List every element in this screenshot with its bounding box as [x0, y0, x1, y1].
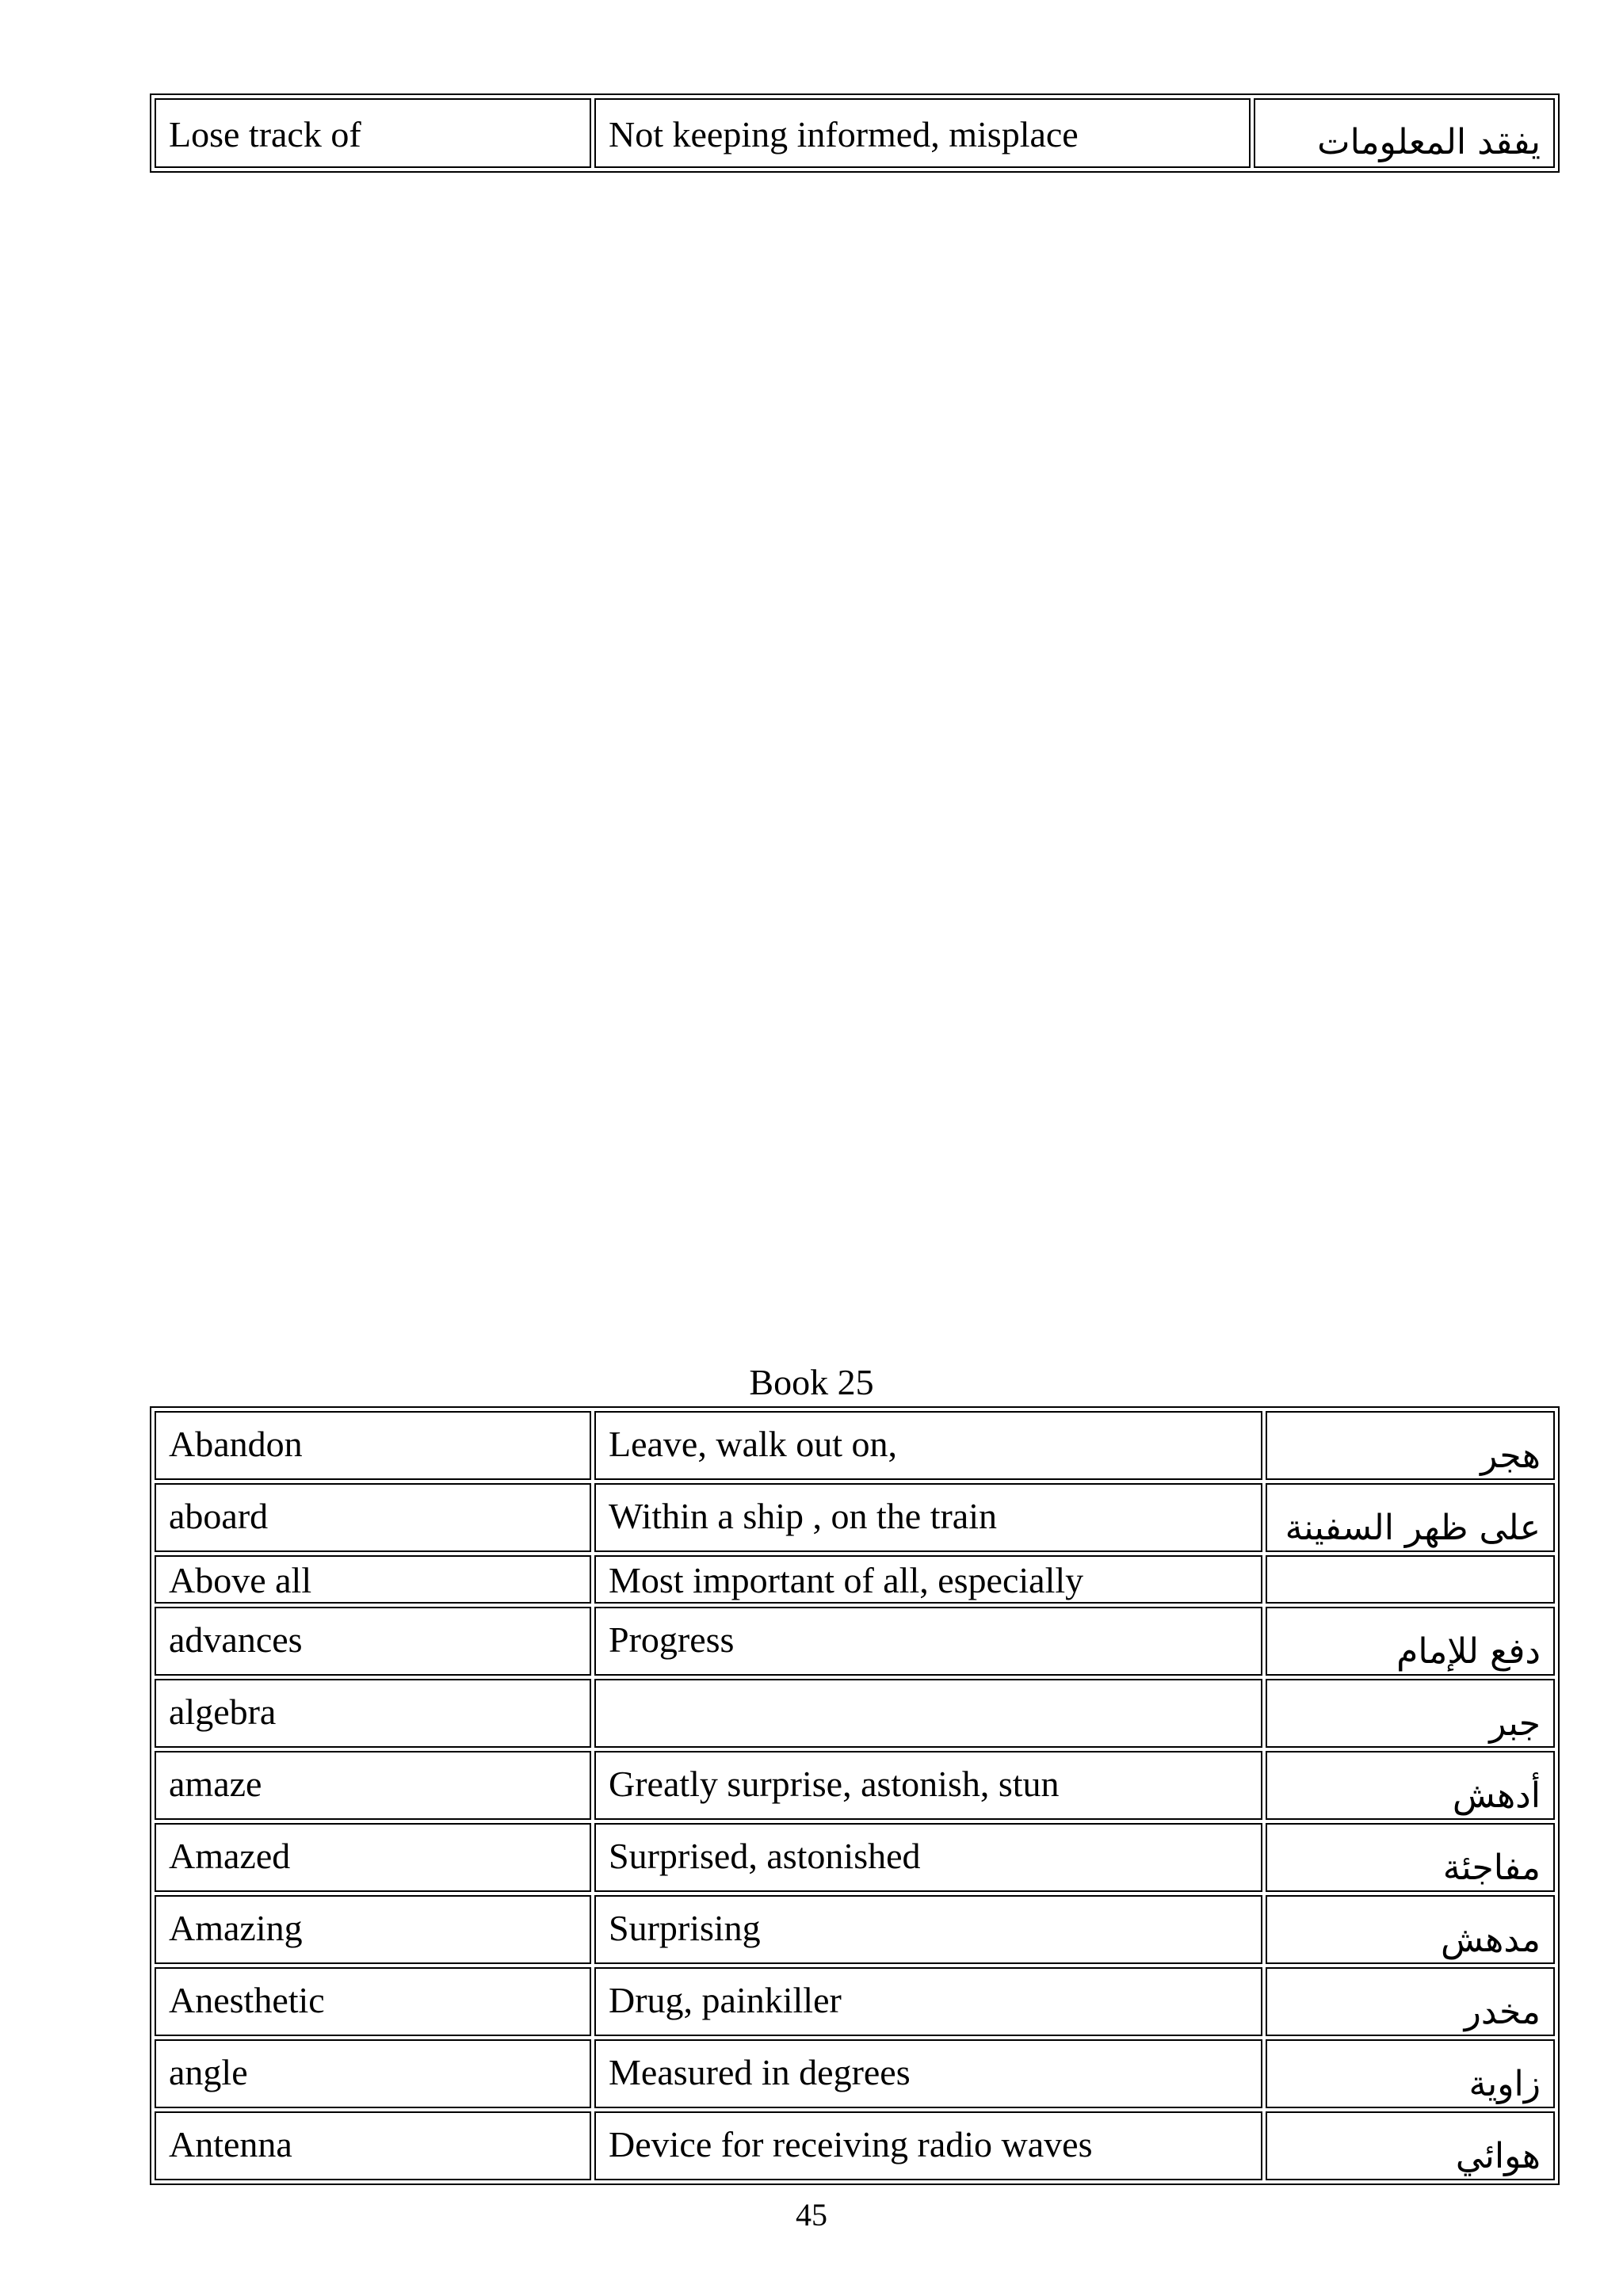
meaning-cell: Measured in degrees: [594, 2039, 1262, 2108]
arabic-cell: أدهش: [1266, 1751, 1555, 1820]
arabic-cell: مدهش: [1266, 1895, 1555, 1964]
arabic-cell: جبر: [1266, 1679, 1555, 1748]
meaning-cell: Surprising: [594, 1895, 1262, 1964]
word-cell: Anesthetic: [155, 1967, 591, 2036]
meaning-cell: Greatly surprise, astonish, stun: [594, 1751, 1262, 1820]
table-row: [155, 1607, 1555, 1676]
table-row: [155, 1679, 1555, 1748]
table-row: [155, 98, 1555, 168]
arabic-cell: مخدر: [1266, 1967, 1555, 2036]
word-cell: angle: [155, 2039, 591, 2108]
arabic-cell: دفع للإمام: [1266, 1607, 1555, 1676]
table-row: [155, 1751, 1555, 1820]
meaning-cell: Surprised, astonished: [594, 1823, 1262, 1892]
word-cell: aboard: [155, 1483, 591, 1552]
table-row: [155, 1555, 1555, 1604]
table-row: [155, 1411, 1555, 1480]
word-cell: Above all: [155, 1555, 591, 1604]
section-title: Book 25: [749, 1362, 874, 1402]
table-row: [155, 1483, 1555, 1552]
word-cell: Abandon: [155, 1411, 591, 1480]
table-row: [155, 2111, 1555, 2180]
table-row: [155, 1967, 1555, 2036]
page-number: 45: [796, 2197, 827, 2233]
table-row: [155, 2039, 1555, 2108]
meaning-cell: Progress: [594, 1607, 1262, 1676]
vocab-table-book-25: [150, 1406, 1560, 2185]
word-cell: algebra: [155, 1679, 591, 1748]
word-cell: Lose track of: [155, 98, 591, 168]
word-cell: advances: [155, 1607, 591, 1676]
arabic-cell: هوائي: [1266, 2111, 1555, 2180]
arabic-cell: هجر: [1266, 1411, 1555, 1480]
arabic-cell: يفقد المعلومات: [1254, 98, 1555, 168]
meaning-cell: Most important of all, especially: [594, 1555, 1262, 1604]
meaning-cell: Device for receiving radio waves: [594, 2111, 1262, 2180]
word-cell: Antenna: [155, 2111, 591, 2180]
vocab-table-top: [150, 93, 1560, 173]
meaning-cell: [594, 1679, 1262, 1748]
arabic-cell: زاوية: [1266, 2039, 1555, 2108]
word-cell: amaze: [155, 1751, 591, 1820]
meaning-cell: Not keeping informed, misplace: [594, 98, 1251, 168]
arabic-cell: [1266, 1555, 1555, 1604]
meaning-cell: Leave, walk out on,: [594, 1411, 1262, 1480]
word-cell: Amazing: [155, 1895, 591, 1964]
word-cell: Amazed: [155, 1823, 591, 1892]
meaning-cell: Within a ship , on the train: [594, 1483, 1262, 1552]
meaning-cell: Drug, painkiller: [594, 1967, 1262, 2036]
table-row: [155, 1895, 1555, 1964]
table-row: [155, 1823, 1555, 1892]
arabic-cell: على ظهر السفينة: [1266, 1483, 1555, 1552]
arabic-cell: مفاجئة: [1266, 1823, 1555, 1892]
